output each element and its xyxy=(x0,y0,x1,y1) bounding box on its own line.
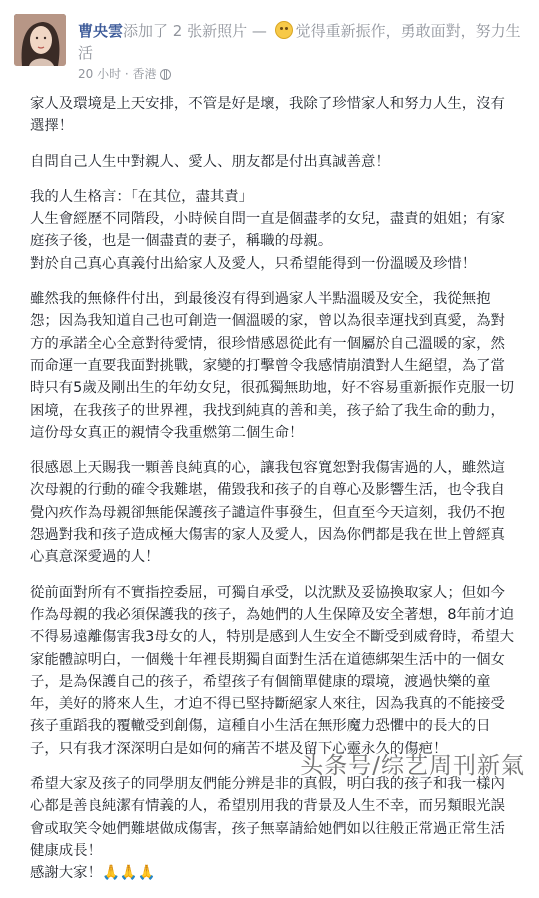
post-location-link[interactable]: 香港 xyxy=(132,67,157,81)
paragraph-line: 希望大家及孩子的同學朋友們能分辨是非的真假，明白我的孩子和我一樣內心都是善良純潔有情義的人，希望別用我的背景及人生不幸，而另類眼光誤會或取笑令她們難堪做成傷害，孩子無辜請給她們如以往般正常過正常生活健康成長！ xyxy=(30,776,505,859)
post-meta xyxy=(78,66,171,82)
paragraph-line: 從前面對所有不實指控委屈，可獨自承受，以沈默及妥協換取家人；但如今作為母親的我必須保護我的孩子，為她們的人生保障及安全著想，8年前才迫不得易遠離傷害我3母女的人，特別是感到人生安全不斷受到威脅時，希望大家能體諒明白，一個幾十年裡長期獨自面對生活在道德綁架生活中的一個女子，是為保護自己的孩子，希望孩子有個簡單健康的環境，渡過快樂的童年，美好的將來人生，才迫不得已堅持斷絕家人來往，因為我真的不能接受孩子重蹈我的覆轍受到創傷，這種自小生活在無形魔力恐懼中的長大的日子，只有我才深深明白是如何的痛苦不堪及留下心靈永久的傷疤！ xyxy=(30,584,515,757)
post-paragraph xyxy=(30,186,518,275)
author-name-link[interactable]: 曹央雲 xyxy=(78,22,124,40)
post-timestamp-link[interactable]: 20 小时 xyxy=(78,67,122,81)
paragraph-line: 自問自己人生中對親人、愛人、朋友都是付出真誠善意！ xyxy=(30,153,390,170)
post-paragraph xyxy=(30,288,518,444)
smiley-face-icon xyxy=(275,21,293,39)
post-paragraph xyxy=(30,93,518,138)
post-paragraph xyxy=(30,151,518,173)
paragraph-line: 很感恩上天賜我一顆善良純真的心，讓我包容寬恕對我傷害過的人，雖然這次母親的行動的確令我難堪，備毀我和孩子的自尊心及影響生活，也令我自覺內疚作為母親卻無能保護孩子譴這件事發生，但直至今天這刻，我仍不抱怨過對我和孩子造成極大傷害的家人及愛人，因為你們都是我在世上曾經真心真意深愛過的人！ xyxy=(30,460,505,566)
globe-icon[interactable] xyxy=(160,69,171,80)
avatar-portrait xyxy=(14,14,66,66)
avatar[interactable] xyxy=(14,14,66,66)
feeling-text: 觉得重新振作，勇敢面對，努力生活 xyxy=(78,22,521,62)
post-header xyxy=(0,0,539,92)
post-paragraph xyxy=(30,457,518,568)
paragraph-line: 我的人生格言：「在其位，盡其責」 xyxy=(30,188,254,205)
post-action-text: 添加了 2 张新照片 — xyxy=(123,22,272,40)
paragraph-line: 對於自己真心真義付出給家人及愛人，只希望能得到一份溫暖及珍惜！ xyxy=(30,255,477,272)
post-paragraph xyxy=(30,582,518,760)
paragraph-line: 感謝大家！🙏🙏🙏 xyxy=(30,865,156,882)
paragraph-line: 家人及環境是上天安排，不管是好是壞，我除了珍惜家人和努力人生，沒有選擇！ xyxy=(30,96,505,135)
post-headline xyxy=(78,20,523,64)
paragraph-line: 雖然我的無條件付出，到最後沒有得到過家人半點溫暖及安全，我從無抱怨；因為我知道自己也可創造一個溫暖的家，曾以為很幸運找到真愛，為對方的承諾全心全意對待愛情，很珍惜感恩從此有一個屬於自己溫暖的家，然而命運一直要我面對挑戰，家變的打擊曾令我感情崩潰對人生絕望，為了當時只有5歲及剛出生的年幼女兒，很孤獨無助地，好不容易重新振作克服一切困境，在我孩子的世界裡，我找到純真的善和美，孩子給了我生命的動力，這份母女真正的親情令我重燃第二個生命！ xyxy=(30,291,515,441)
watermark: 头条号/综艺周刊新氣 xyxy=(300,753,525,779)
post-paragraph xyxy=(30,773,518,884)
meta-separator: · xyxy=(121,67,133,81)
paragraph-line: 人生會經歷不同階段，小時候自問一直是個盡孝的女兒，盡責的姐姐；有家庭孩子後，也是一個盡責的妻子，稱職的母親。 xyxy=(30,211,505,250)
